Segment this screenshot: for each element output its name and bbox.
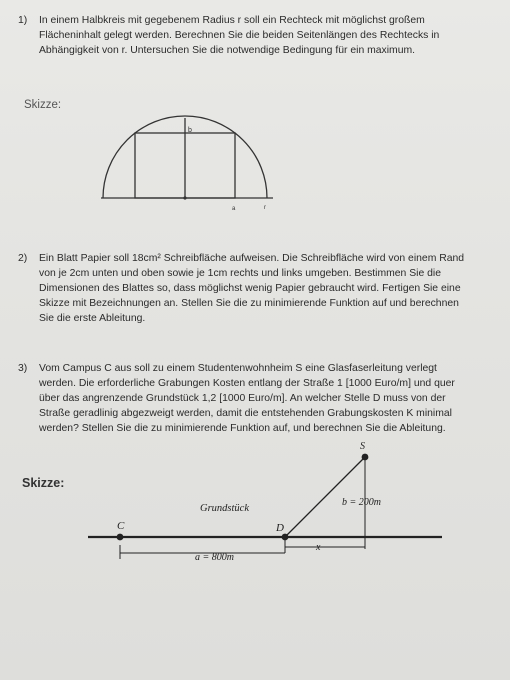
task-3-sketch-label: Skizze:: [22, 476, 65, 490]
label-c: C: [117, 520, 125, 532]
task-1-line: Abhängigkeit von r. Untersuchen Sie die notwendige Bedingung für ein maximum.: [39, 45, 416, 56]
task-1: [18, 13, 439, 58]
label-d: D: [276, 522, 284, 534]
label-b: b: [188, 127, 192, 134]
task-2-line: Sie die erste Ableitung.: [39, 313, 146, 324]
point-c: [117, 534, 124, 541]
task-2-line: Ein Blatt Papier soll 18cm² Schreibfläche aufweisen. Die Schreibfläche wird von einem Rand: [39, 253, 465, 264]
task-1-line: Flächeninhalt gelegt werden. Berechnen Sie die beiden Seitenlängen des Rechtecks in: [39, 30, 440, 41]
road-cable-sketch: [80, 441, 450, 570]
task-2-line: von je 2cm unten und oben sowie je 1cm rechts und links umgeben. Bestimmen Sie die: [39, 268, 441, 279]
task-1-sketch-label: Skizze:: [24, 99, 62, 111]
task-3-line: werden. Die erforderliche Grabungen Kosten entlang der Straße 1 [1000 Euro/m] und quer: [39, 378, 455, 389]
task-2-line: Dimensionen des Blattes so, dass möglichst wenig Papier gebraucht wird. Fertigen Sie eine: [39, 283, 461, 294]
label-a-800m: a = 800m: [195, 552, 234, 563]
label-x: x: [316, 542, 321, 553]
task-2-number: 2): [18, 253, 28, 264]
task-3-line: Straße geradlinig abgezweigt werden, damit die entstehenden Grabungskosten K minimal: [39, 408, 452, 419]
task-3-line: Vom Campus C aus soll zu einem Studentenwohnheim S eine Glasfaserleitung verlegt: [39, 363, 437, 374]
point-d: [282, 534, 289, 541]
task-3-line: werden? Stellen Sie die zu minimierende Funktion auf, und berechnen Sie die Ableitung.: [39, 423, 446, 434]
label-s: S: [360, 441, 365, 452]
task-3: [18, 361, 455, 436]
label-r: r: [264, 205, 266, 211]
label-b-200m: b = 200m: [342, 497, 381, 508]
task-2-line: Skizze mit Bezeichnungen an. Stellen Sie die zu minimierende Funktion auf und berechnen: [39, 298, 459, 309]
point-s: [362, 454, 369, 461]
semicircle-rectangle-sketch: [95, 110, 285, 215]
label-grundstueck: Grundstück: [200, 503, 249, 514]
label-a: a: [232, 206, 236, 212]
task-1-number: 1): [18, 15, 28, 26]
task-3-number: 3): [18, 363, 28, 374]
task-1-line: In einem Halbkreis mit gegebenem Radius r soll ein Rechteck mit möglichst großem: [39, 15, 425, 26]
task-2: [18, 251, 464, 326]
task-3-line: über das angrenzende Grundstück 1,2 [1000 Euro/m]. An welcher Stelle D muss von der: [39, 393, 446, 404]
